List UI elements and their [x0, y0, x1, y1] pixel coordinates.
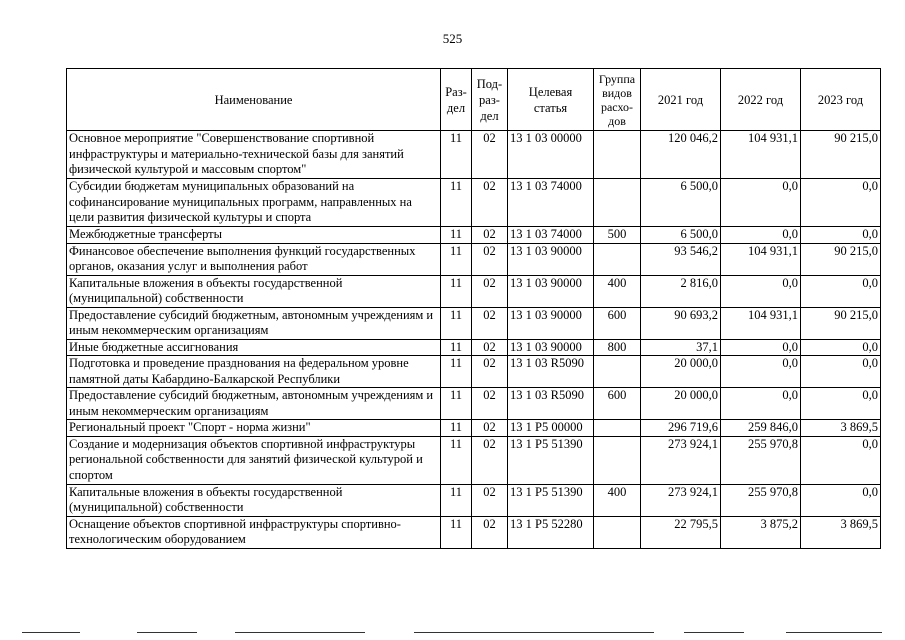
row-2023: 0,0: [801, 436, 881, 484]
row-name: Региональный проект "Спорт - норма жизни": [67, 420, 441, 437]
table-row: [67, 484, 881, 516]
row-2023: 0,0: [801, 227, 881, 244]
row-target: 13 1 P5 51390: [508, 484, 594, 516]
row-2021: 296 719,6: [641, 420, 721, 437]
row-2023: 90 215,0: [801, 131, 881, 179]
row-2021: 93 546,2: [641, 243, 721, 275]
scan-edge-line: [684, 632, 744, 633]
row-section: 11: [441, 420, 472, 437]
row-subsection: 02: [472, 339, 508, 356]
row-target: 13 1 P5 51390: [508, 436, 594, 484]
row-2022: 0,0: [721, 275, 801, 307]
header-2021: 2021 год: [641, 69, 721, 131]
row-group: 500: [594, 227, 641, 244]
row-2022: 0,0: [721, 227, 801, 244]
scan-edge-line: [786, 632, 882, 633]
row-2021: 2 816,0: [641, 275, 721, 307]
row-2022: 259 846,0: [721, 420, 801, 437]
table-row: [67, 179, 881, 227]
row-2022: 0,0: [721, 179, 801, 227]
row-2023: 90 215,0: [801, 243, 881, 275]
row-2022: 255 970,8: [721, 484, 801, 516]
table-row: [67, 356, 881, 388]
row-group: 400: [594, 275, 641, 307]
row-target: 13 1 03 90000: [508, 339, 594, 356]
row-target: 13 1 03 R5090: [508, 356, 594, 388]
row-section: 11: [441, 516, 472, 548]
row-group: [594, 420, 641, 437]
row-target: 13 1 03 90000: [508, 243, 594, 275]
row-subsection: 02: [472, 484, 508, 516]
row-section: 11: [441, 388, 472, 420]
table-header-row: [67, 69, 881, 131]
row-2022: 104 931,1: [721, 243, 801, 275]
row-name: Подготовка и проведение празднования на федеральном уровне памятной даты Кабардино-Балкарской Республики: [67, 356, 441, 388]
row-2022: 255 970,8: [721, 436, 801, 484]
row-subsection: 02: [472, 243, 508, 275]
row-2023: 0,0: [801, 484, 881, 516]
row-2021: 20 000,0: [641, 388, 721, 420]
row-2023: 0,0: [801, 275, 881, 307]
header-group: Группа видов расхо- дов: [594, 69, 641, 131]
table-row: [67, 275, 881, 307]
row-group: 400: [594, 484, 641, 516]
row-2023: 0,0: [801, 339, 881, 356]
row-2023: 0,0: [801, 179, 881, 227]
row-2022: 0,0: [721, 388, 801, 420]
row-group: [594, 356, 641, 388]
row-2023: 90 215,0: [801, 307, 881, 339]
row-section: 11: [441, 275, 472, 307]
row-subsection: 02: [472, 179, 508, 227]
row-section: 11: [441, 356, 472, 388]
header-name: Наименование: [67, 69, 441, 131]
row-group: 800: [594, 339, 641, 356]
row-group: [594, 179, 641, 227]
row-subsection: 02: [472, 307, 508, 339]
row-group: 600: [594, 388, 641, 420]
row-subsection: 02: [472, 275, 508, 307]
row-subsection: 02: [472, 388, 508, 420]
row-group: [594, 131, 641, 179]
row-2021: 20 000,0: [641, 356, 721, 388]
row-subsection: 02: [472, 436, 508, 484]
table-row: [67, 516, 881, 548]
row-name: Межбюджетные трансферты: [67, 227, 441, 244]
row-target: 13 1 03 74000: [508, 179, 594, 227]
row-section: 11: [441, 436, 472, 484]
row-section: 11: [441, 227, 472, 244]
row-target: 13 1 03 74000: [508, 227, 594, 244]
row-name: Предоставление субсидий бюджетным, автономным учреждениям и иным некоммерческим организациям: [67, 388, 441, 420]
row-2023: 0,0: [801, 356, 881, 388]
row-section: 11: [441, 339, 472, 356]
row-subsection: 02: [472, 356, 508, 388]
row-2021: 6 500,0: [641, 227, 721, 244]
row-2023: 0,0: [801, 388, 881, 420]
row-2022: 104 931,1: [721, 307, 801, 339]
row-subsection: 02: [472, 420, 508, 437]
row-section: 11: [441, 243, 472, 275]
row-target: 13 1 03 90000: [508, 275, 594, 307]
row-target: 13 1 03 00000: [508, 131, 594, 179]
row-2022: 104 931,1: [721, 131, 801, 179]
row-2021: 273 924,1: [641, 484, 721, 516]
table-row: [67, 436, 881, 484]
row-section: 11: [441, 307, 472, 339]
table-row: [67, 243, 881, 275]
scan-edge-line: [22, 632, 80, 633]
header-2022: 2022 год: [721, 69, 801, 131]
row-name: Иные бюджетные ассигнования: [67, 339, 441, 356]
row-2023: 3 869,5: [801, 516, 881, 548]
table-row: [67, 307, 881, 339]
table-row: [67, 227, 881, 244]
row-2021: 22 795,5: [641, 516, 721, 548]
budget-table: [66, 68, 881, 549]
row-2021: 90 693,2: [641, 307, 721, 339]
scan-edge-line: [414, 632, 654, 633]
row-target: 13 1 P5 52280: [508, 516, 594, 548]
row-section: 11: [441, 179, 472, 227]
row-section: 11: [441, 131, 472, 179]
row-2023: 3 869,5: [801, 420, 881, 437]
row-name: Оснащение объектов спортивной инфраструктуры спортивно-технологическим оборудованием: [67, 516, 441, 548]
header-subsection: Под- раз- дел: [472, 69, 508, 131]
table-row: [67, 131, 881, 179]
row-2022: 0,0: [721, 356, 801, 388]
page-number: 525: [442, 31, 463, 46]
row-2021: 273 924,1: [641, 436, 721, 484]
row-group: [594, 243, 641, 275]
header-target: Целевая статья: [508, 69, 594, 131]
row-subsection: 02: [472, 227, 508, 244]
row-section: 11: [441, 484, 472, 516]
row-name: Капитальные вложения в объекты государственной (муниципальной) собственности: [67, 484, 441, 516]
row-group: [594, 516, 641, 548]
row-subsection: 02: [472, 516, 508, 548]
row-2022: 3 875,2: [721, 516, 801, 548]
table-row: [67, 420, 881, 437]
header-2023: 2023 год: [801, 69, 881, 131]
row-name: Капитальные вложения в объекты государственной (муниципальной) собственности: [67, 275, 441, 307]
row-2021: 6 500,0: [641, 179, 721, 227]
row-target: 13 1 03 90000: [508, 307, 594, 339]
row-name: Предоставление субсидий бюджетным, автономным учреждениям и иным некоммерческим организациям: [67, 307, 441, 339]
scan-edge-line: [137, 632, 197, 633]
row-target: 13 1 03 R5090: [508, 388, 594, 420]
row-target: 13 1 P5 00000: [508, 420, 594, 437]
scan-edge-line: [235, 632, 365, 633]
row-group: [594, 436, 641, 484]
row-2021: 37,1: [641, 339, 721, 356]
table-row: [67, 388, 881, 420]
header-section: Раз- дел: [441, 69, 472, 131]
row-group: 600: [594, 307, 641, 339]
row-name: Финансовое обеспечение выполнения функций государственных органов, оказания услуг и выполнения работ: [67, 243, 441, 275]
row-subsection: 02: [472, 131, 508, 179]
row-2022: 0,0: [721, 339, 801, 356]
row-name: Создание и модернизация объектов спортивной инфраструктуры региональной собственности для занятий физической культурой и спортом: [67, 436, 441, 484]
row-name: Основное мероприятие "Совершенствование спортивной инфраструктуры и материально-технической базы для занятий физической культурой и массовым спортом": [67, 131, 441, 179]
row-name: Субсидии бюджетам муниципальных образований на софинансирование муниципальных программ, направленных на цели развития физической культуры и спорта: [67, 179, 441, 227]
table-row: [67, 339, 881, 356]
row-2021: 120 046,2: [641, 131, 721, 179]
